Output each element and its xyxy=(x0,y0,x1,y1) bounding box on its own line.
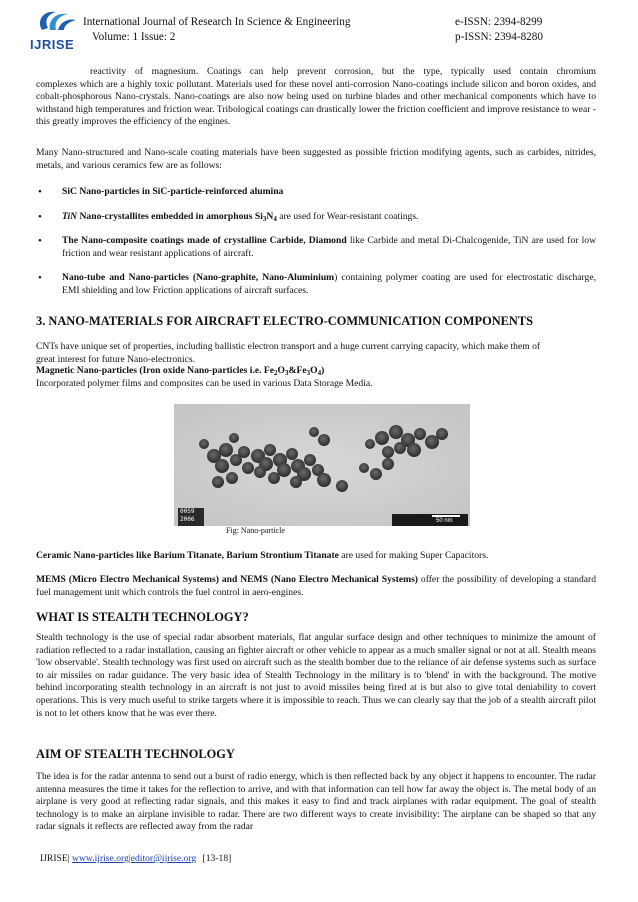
nanoparticle-dot xyxy=(290,476,302,488)
nanoparticle-dot xyxy=(375,431,389,445)
nanoparticle-dot xyxy=(436,428,448,440)
magnetic-nanoparticles: Magnetic Nano-particles (Iron oxide Nano-particles i.e. $Fe_2O_3\&Fe_3O_4$) xyxy=(36,365,325,377)
figure-caption: Fig: Nano-particle xyxy=(226,526,285,535)
nanoparticle-dot xyxy=(370,468,382,480)
micrograph-image xyxy=(174,404,470,526)
nanoparticle-dot xyxy=(238,446,250,458)
list-item: • The Nano-composite coatings made of crystalline Carbide, Diamond like Carbide and metal Di-Chalcogenide, TiN are used for low friction and wear resistant applications of aircraft. xyxy=(36,235,596,260)
nanoparticle-dot xyxy=(394,442,406,454)
nanoparticle-dot xyxy=(389,425,403,439)
nanoparticle-dot xyxy=(336,480,348,492)
journal-logo xyxy=(30,8,82,52)
nanoparticle-dot xyxy=(317,473,331,487)
logo-text: IJRISE xyxy=(30,37,75,52)
nanoparticle-dot xyxy=(268,472,280,484)
list-item: • Nano-tube and Nano-particles (Nano-graphite, Nano-Aluminium) containing polymer coating are used for electrostatic discharge, EMI shielding and low Friction applications of aircraft surfaces. xyxy=(36,272,596,297)
journal-volume: Volume: 1 Issue: 2 xyxy=(92,31,176,43)
coating-list xyxy=(36,186,596,298)
intro-para-1-rest: complexes which are a highly toxic pollutant. Materials used for these novel anti-corrosion Nano-coatings include silicon and boron oxides, and cobalt-phosphorous Nano-crystals. Nano-coatings are also now being used on turbine blades and other mechanical components which have to withstand high temperatures and friction wear. Tribological coatings can drastically lower the friction coefficient and improve resistance to wear - this greatly improves the efficiency of the engines. xyxy=(36,78,596,128)
nanoparticle-dot xyxy=(382,446,394,458)
intro-para-1-first-line: reactivity of magnesium. Coatings can help prevent corrosion, but the type, typically used contain chromium xyxy=(90,66,596,77)
incorporated-paragraph: Incorporated polymer films and composites can be used in various Data Storage Media. xyxy=(36,378,373,389)
scale-bar-label: 50 nm xyxy=(436,518,453,524)
list-item: • TiN Nano-crystallites embedded in amorphous $Si_3N_4$ are used for Wear-resistant coatings. xyxy=(36,211,596,224)
p-issn: p-ISSN: 2394-8280 xyxy=(455,31,543,43)
nanoparticle-dot xyxy=(407,443,421,457)
ceramic-paragraph: Ceramic Nano-particles like Barium Titanate, Barium Strontium Titanate are used for making Super Capacitors. xyxy=(36,550,489,561)
footer-pages: [13-18] xyxy=(202,853,232,864)
nanoparticle-dot xyxy=(359,463,369,473)
aim-paragraph: The idea is for the radar antenna to send out a burst of radio energy, which is then reflected back by any object it happens to encounter. The radar antenna measures the time it takes for the reflection to arrive, and with that information can tell how far away the object is. The metal body of an airplane is very good at reflecting radar signals, and this makes it easy to find and track airplanes with radar equipment. The goal of stealth technology is to make an airplane invisible to radar. There are two different ways to create invisibility: The airplane can be shaped so that any radar signals it reflects are reflected away from the radar xyxy=(36,771,596,833)
aim-heading: AIM OF STEALTH TECHNOLOGY xyxy=(36,747,235,761)
nanoparticle-dot xyxy=(304,454,316,466)
nanoparticle-dot xyxy=(286,448,298,460)
nanoparticle-micrograph xyxy=(174,404,470,526)
intro-para-1 xyxy=(36,66,596,129)
nanoparticle-dot xyxy=(318,434,330,446)
logo-swirl-icon xyxy=(30,8,82,34)
footer-label: IJRISE| xyxy=(40,853,70,864)
nanoparticle-dot xyxy=(226,472,238,484)
footer-link[interactable]: www.ijrise.org|editor@ijrise.org xyxy=(72,853,197,864)
nanoparticle-dot xyxy=(254,466,266,478)
stealth-heading: WHAT IS STEALTH TECHNOLOGY? xyxy=(36,610,249,624)
nanoparticle-dot xyxy=(382,458,394,470)
journal-title: International Journal of Research In Science & Engineering xyxy=(83,16,351,28)
nanoparticle-dot xyxy=(309,427,319,437)
nanoparticle-dot xyxy=(199,439,209,449)
micrograph-label-1: 0059 xyxy=(180,508,195,515)
nanoparticle-dot xyxy=(365,439,375,449)
nanoparticle-dot xyxy=(229,433,239,443)
stealth-paragraph: Stealth technology is the use of special radar absorbent materials, flat angular surface design and other techniques to minimize the amount of radiation reflected to a radar installation, causing an fighter aircraft or other vehicle to appear as a much smaller signal or not at all. Stealth means 'low observable'. Stealth technology was first used on aircraft such as the stealth bomber due to the reliance of air defense systems such as surface to air missiles on radar guidance. The very basic idea of Stealth Technology in the military is to 'blend' in with the background. The motive behind incorporating stealth technology in an aircraft is not just to avoid missiles being fired at is but also to give total deniability to covert operations. This is very much useful to strike targets where it is impossible to reach. Thus we can clearly say that the job of a stealth aircraft pilot is not to let others know that he was ever there. xyxy=(36,632,596,719)
mems-paragraph: MEMS (Micro Electro Mechanical Systems) and NEMS (Nano Electro Mechanical Systems) offer the possibility of developing a standard fuel management unit which controls the fuel control in aero-engines. xyxy=(36,574,596,598)
nanoparticle-dot xyxy=(212,476,224,488)
nanoparticle-dot xyxy=(242,462,254,474)
e-issn: e-ISSN: 2394-8299 xyxy=(455,16,543,28)
nanoparticle-dot xyxy=(219,443,233,457)
nanoparticle-dot xyxy=(215,459,229,473)
footer xyxy=(40,853,231,865)
section-heading-3: 3. NANO-MATERIALS FOR AIRCRAFT ELECTRO-COMMUNICATION COMPONENTS xyxy=(36,314,534,328)
nanoparticle-dot xyxy=(264,444,276,456)
micrograph-label-2: 2006 xyxy=(180,516,195,523)
intro-para-2: Many Nano-structured and Nano-scale coating materials have been suggested as possible friction modifying agents, such as carbides, nitrides, metals, and various ceramics few are as follows: xyxy=(36,147,596,171)
cnt-paragraph: CNTs have unique set of properties, including ballistic electron transport and a huge current carrying capacity, which make them of great interest for future Nano-electronics. xyxy=(36,341,541,365)
list-item: • SiC Nano-particles in SiC-particle-reinforced alumina xyxy=(36,186,596,199)
nanoparticle-dot xyxy=(414,428,426,440)
